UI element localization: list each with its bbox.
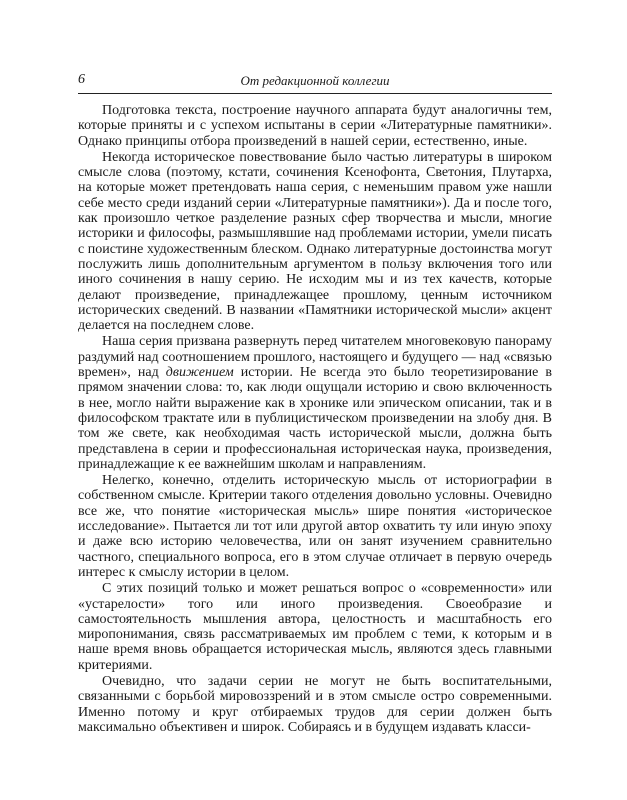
- text-run: Очевидно, что задачи серии не могут не быть воспитательными, связанными с борьбой мировоззрений и в этом смысле остро современными. Именно потому и круг отбираемых трудов для серии должен быть максимально объективен и широк. Собираясь и в будущем издавать класси-: [78, 673, 552, 735]
- header-rule: [78, 93, 552, 94]
- paragraph: [78, 473, 552, 580]
- page-number: 6: [78, 72, 85, 87]
- paragraph: [78, 103, 552, 149]
- text-run: С этих позиций только и может решаться вопрос о «современности» или «устарелости» того или иного произведения. Своеобразие и самостоятельность мышления автора, целостность и масштабность его миропонимания, связь рассматриваемых им проблем с теми, к которым и в наше время вновь обращается историческая мысль, являются здесь главными критериями.: [78, 581, 552, 673]
- text-run: Некогда историческое повествование было частью литературы в широком смысле слова (поэтому, кстати, сочинения Ксенофонта, Светония, Плутарха, на которые может претендовать наша серия, с неменьшим правом уже нашли себе место среди изданий серии «Литературные памятники»). Да и после того, как произошло четкое разделение разных сфер творчества и мысли, многие историки и философы, размышлявшие над проблемами истории, умели писать с поистине художественным блеском. Однако литературные достоинства могут послужить лишь дополнительным аргументом в пользу включения того или иного сочинения в нашу серию. Не исходим мы и из тех качеств, которые делают произведение, принадлежащее прошлому, ценным источником исторических сведений. В названии «Памятники исторической мысли» акцент делается на последнем слове.: [78, 149, 552, 334]
- paragraph: [78, 674, 552, 735]
- running-title: От редакционной коллегии: [240, 73, 390, 88]
- text-run: Нелегко, конечно, отделить историческую мысль от историографии в собственном смысле. Критерии такого отделения довольно условны. Очевидно все же, что понятие «историческая мысль» шире понятия «историческое исследование». Пытается ли тот или другой автор охватить ту или иную эпоху и даже всю историю человечества, или он занят изучением сравнительно частного, специального вопроса, его в этом случае отличает в первую очередь интерес к смыслу истории в целом.: [78, 473, 552, 580]
- text-run: Наша серия призвана развернуть перед читателем многовековую панораму раздумий над соотношением прошлого, настоящего и будущего — над «связью времен», над: [78, 334, 552, 381]
- paragraph: [78, 334, 552, 472]
- text-run: Подготовка текста, построение научного аппарата будут аналогичны тем, которые приняты и с успехом испытаны в серии «Литературные памятники». Однако принципы отбора произведений в нашей серии, естественно, иные.: [78, 103, 552, 149]
- body-text: [78, 103, 552, 736]
- italic-text: движением: [165, 365, 234, 381]
- paragraph: [78, 150, 552, 334]
- paragraph: [78, 581, 552, 673]
- text-run: истории. Не всегда это было теоретизирование в прямом значении слова: то, как люди ощущали историю и свою включенность в нее, могло найти выражение как в хронике или эпическом описании, так и в философском трактате или в публицистическом произведении на злобу дня. В том же свете, как необходимая часть исторической мысли, должна быть представлена в серии и профессиональная историческая наука, произведения, принадлежащие к ее важнейшим школам и направлениям.: [78, 365, 552, 472]
- page-header: [78, 72, 552, 92]
